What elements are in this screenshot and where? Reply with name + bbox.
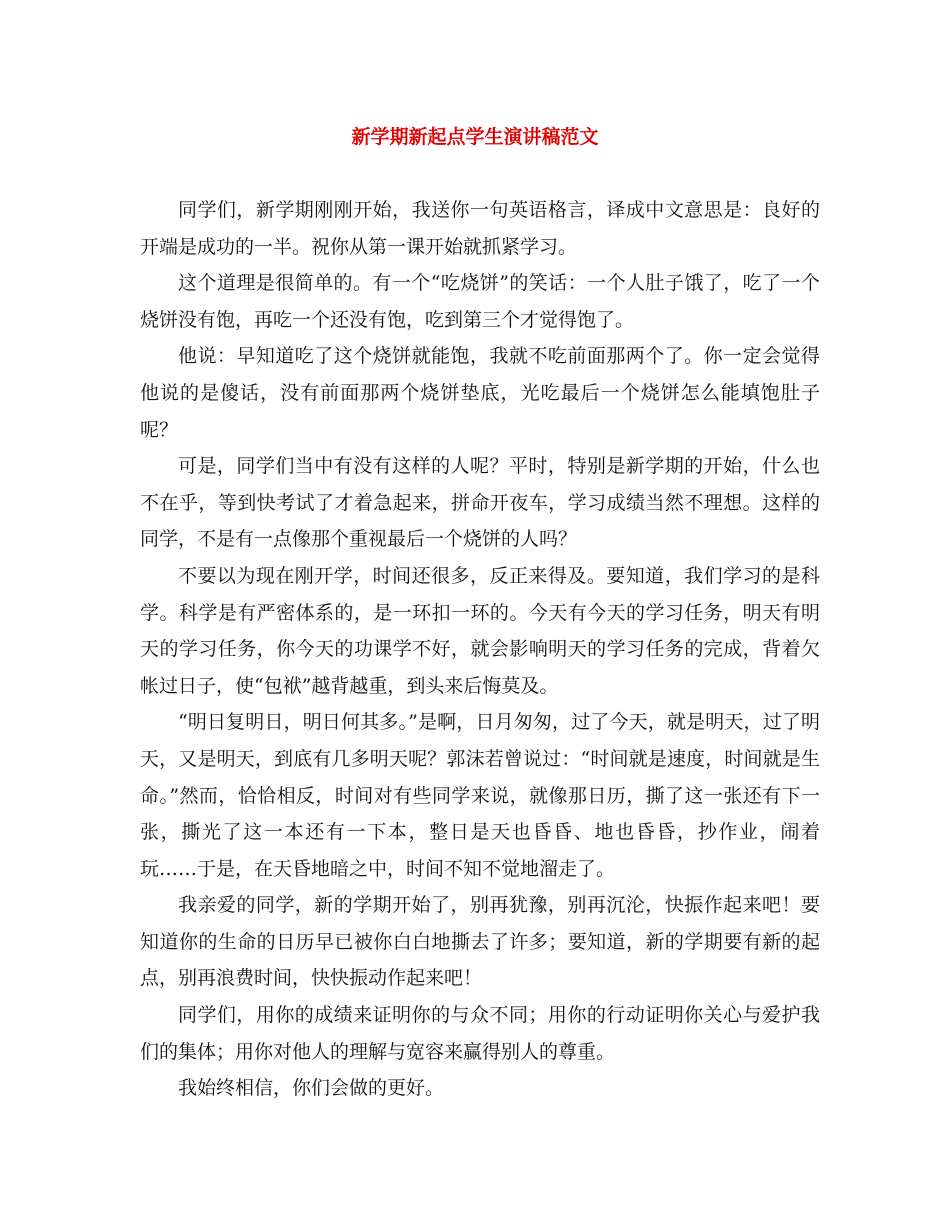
paragraph-1: 同学们，新学期刚刚开始，我送你一句英语格言，译成中文意思是：良好的开端是成功的一半。祝你从第一课开始就抓紧学习。 bbox=[140, 199, 820, 258]
paragraph-4: 可是，同学们当中有没有这样的人呢？平时，特别是新学期的开始，什么也不在乎，等到快考试了才着急起来，拼命开夜车，学习成绩当然不理想。这样的同学，不是有一点像那个重视最后一个烧饼的人吗？ bbox=[140, 455, 820, 551]
paragraph-8: 同学们，用你的成绩来证明你的与众不同；用你的行动证明你关心与爱护我们的集体；用你对他人的理解与宽容来赢得别人的尊重。 bbox=[140, 1004, 820, 1063]
paragraph-9: 我始终相信，你们会做的更好。 bbox=[178, 1077, 445, 1100]
paragraph-2: 这个道理是很简单的。有一个“吃烧饼”的笑话：一个人肚子饿了，吃了一个烧饼没有饱，再吃一个还没有饱，吃到第三个才觉得饱了。 bbox=[140, 272, 820, 331]
document-body bbox=[140, 192, 820, 1107]
document-title: 新学期新起点学生演讲稿范文 bbox=[351, 126, 599, 148]
paragraph-3: 他说：早知道吃了这个烧饼就能饱，我就不吃前面那两个了。你一定会觉得他说的是傻话，没有前面那两个烧饼垫底，光吃最后一个烧饼怎么能填饱肚子呢？ bbox=[140, 345, 820, 441]
paragraph-5: 不要以为现在刚开学，时间还很多，反正来得及。要知道，我们学习的是科学。科学是有严密体系的，是一环扣一环的。今天有今天的学习任务，明天有明天的学习任务，你今天的功课学不好，就会影响明天的学习任务的完成，背着欠帐过日子，使“包袱”越背越重，到头来后悔莫及。 bbox=[140, 564, 820, 697]
paragraph-7: 我亲爱的同学，新的学期开始了，别再犹豫，别再沉沦，快振作起来吧！要知道你的生命的日历早已被你白白地撕去了许多；要知道，新的学期要有新的起点，别再浪费时间，快快振动作起来吧！ bbox=[140, 894, 820, 990]
paragraph-6: “明日复明日，明日何其多。”是啊，日月匆匆，过了今天，就是明天，过了明天，又是明天，到底有几多明天呢？郭沫若曾说过：“时间就是速度，时间就是生命。”然而，恰恰相反，时间对有些同学来说，就像那日历，撕了这一张还有下一张，撕光了这一本还有一下本，整日是天也昏昏、地也昏昏，抄作业，闹着玩……于是，在天昏地暗之中，时间不知不觉地溜走了。 bbox=[140, 711, 820, 880]
